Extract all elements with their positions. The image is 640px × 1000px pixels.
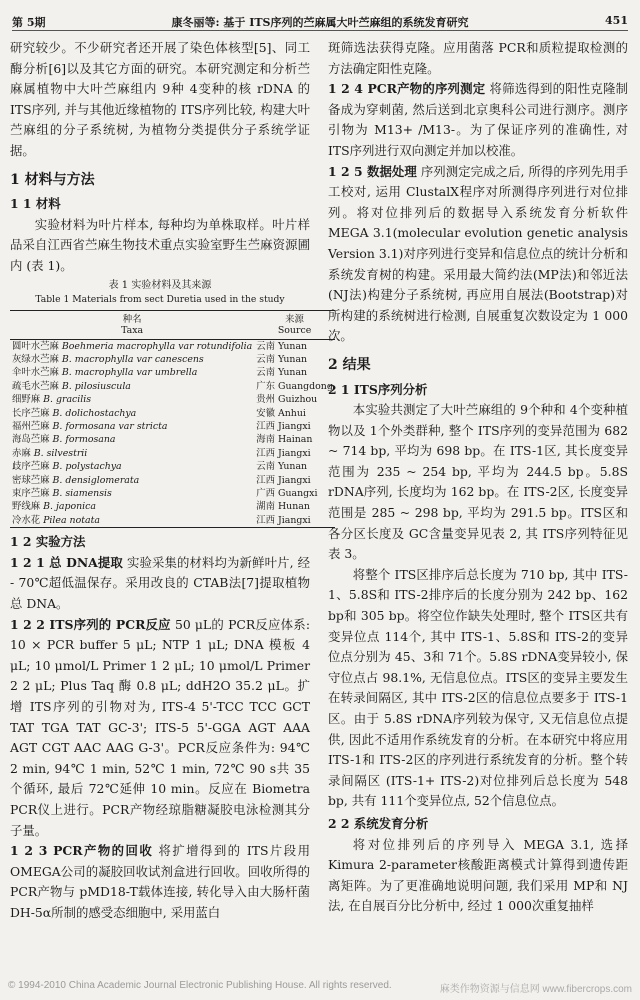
taxon-name-cn: 长序苎麻 bbox=[12, 407, 50, 419]
col-source-cn: 来源 bbox=[285, 313, 304, 325]
table-row bbox=[10, 460, 335, 473]
subsection-heading-methods: 1 2 实验方法 bbox=[10, 534, 86, 550]
method-heading-sequencing: 1 2 4 PCR产物的序列测定 bbox=[328, 81, 486, 97]
col-source-en: Source bbox=[254, 325, 335, 340]
method-heading-recovery: 1 2 3 PCR产物的回收 bbox=[10, 843, 154, 859]
taxon-name-cn: 海岛苎麻 bbox=[12, 434, 50, 446]
source-cell: 江西 Jiangxi bbox=[256, 447, 311, 459]
taxon-cell bbox=[10, 433, 254, 446]
materials-paragraph: 实验材料为叶片样本, 每种均为单株取样。叶片样品采自江西省苎麻生物技术重点实验室野生苎麻资源圃内 (表 1)。 bbox=[10, 216, 310, 273]
source-cell: 广西 Guangxi bbox=[256, 488, 318, 499]
page-footer bbox=[8, 978, 632, 994]
issue-number: 第 5期 bbox=[12, 16, 46, 29]
taxon-cell bbox=[10, 487, 254, 500]
table-row bbox=[10, 514, 335, 528]
method-heading-data: 1 2 5 数据处理 bbox=[328, 163, 417, 179]
source-cell: 贵州 Guizhou bbox=[256, 394, 318, 406]
taxon-name-cn: 伞叶水苎麻 bbox=[12, 367, 59, 379]
table-caption-cn: 表 1 实验材料及其来源 bbox=[108, 279, 212, 291]
source-cell: 江西 Jiangxi bbox=[256, 514, 311, 526]
taxon-name-sci: B. polystachya bbox=[52, 461, 122, 473]
taxon-name-cn: 密球苎麻 bbox=[12, 474, 50, 486]
source-cell: 云南 Yunan bbox=[256, 340, 308, 352]
taxon-cell bbox=[10, 339, 254, 353]
method-text-sequencing: 将筛选得到的阳性克隆制备成为穿刺菌, 然后送到北京奥科公司进行测序。测序引物为 M13+ /M13-。为了保证序列的准确性, 对 ITS序列进行双向测定并加以校准。 bbox=[328, 81, 628, 158]
source-cell: 江西 Jiangxi bbox=[256, 420, 311, 432]
taxon-cell bbox=[10, 366, 254, 379]
source-cell: 广东 Guangdong bbox=[256, 380, 333, 392]
taxon-name-sci: B. siamensis bbox=[52, 488, 112, 499]
source-cell: 云南 Yunan bbox=[256, 367, 308, 379]
table-row bbox=[10, 487, 335, 500]
taxon-cell bbox=[10, 514, 254, 528]
taxon-name-cn: 灰绿水苎麻 bbox=[12, 353, 59, 365]
taxon-cell bbox=[10, 460, 254, 473]
taxon-name-cn: 冷水花 bbox=[12, 514, 41, 526]
table-row bbox=[10, 407, 335, 420]
copyright-line: © 1994-2010 China Academic Journal Electronic Publishing House. All rights reserved. bbox=[8, 980, 392, 991]
taxon-cell bbox=[10, 474, 254, 487]
taxon-name-sci: B. formosana bbox=[52, 434, 116, 446]
method-text-pcr: 50 μL的 PCR反应体系: 10 × PCR buffer 5 μL; NTP 1 μL; DNA 模板 4 μL; 10 μmol/L Primer 1 2 μL; 10 μmol/L Primer 2 2 μL; Plus Taq 酶 0.8 μL; ddH2O 35.2 μL。扩增 ITS序列的引物对为, ITS-4 5'-TCC TCC GCT TAT TGA TAT GC-3'; ITS-5 5'-GGA AGT AAA AGT CGT AAC AAG G-3'。PCR反应条件为: 94℃ 2 min, 94℃ 1 min, 52℃ 1 min, 72℃ 90 s共 35个循环, 最后 72℃延伸 10 min。反应在 Biometra PCR仪上进行。PCR产物经琼脂糖凝胶电泳检测其分子量。 bbox=[10, 616, 310, 838]
col-taxa-cn: 种名 bbox=[122, 313, 142, 325]
taxon-name-cn: 束序苎麻 bbox=[12, 488, 50, 499]
source-cell: 江西 Jiangxi bbox=[256, 474, 311, 486]
section-heading-results: 2 结果 bbox=[328, 356, 371, 373]
taxon-name-sci: Boehmeria macrophylla var rotundifolia bbox=[61, 340, 253, 352]
taxon-name-sci: Pilea notata bbox=[43, 514, 100, 526]
taxon-name-sci: B. formosana var stricta bbox=[52, 420, 168, 432]
taxon-cell bbox=[10, 407, 254, 420]
table-row bbox=[10, 380, 335, 393]
taxon-name-cn: 细野麻 bbox=[12, 394, 41, 406]
taxon-name-cn: 圆叶水苎麻 bbox=[12, 340, 59, 352]
running-header bbox=[12, 8, 628, 31]
taxon-name-cn: 歧序苎麻 bbox=[12, 461, 50, 473]
table-row bbox=[10, 447, 335, 460]
taxon-cell bbox=[10, 420, 254, 433]
taxon-cell bbox=[10, 500, 254, 513]
source-cell: 湖南 Hunan bbox=[256, 501, 310, 513]
table-row bbox=[10, 353, 335, 366]
taxon-name-sci: B. japonica bbox=[43, 501, 96, 513]
section-heading-materials-methods: 1 材料与方法 bbox=[10, 171, 95, 188]
taxon-name-sci: B. gracilis bbox=[43, 394, 92, 406]
right-column bbox=[328, 38, 628, 970]
method-text-recovery: 将扩增得到的 ITS片段用 OMEGA公司的凝胶回收试剂盒进行回收。回收所得的 PCR产物与 pMD18-T载体连接, 转化导入由大肠杆菌 DH-5α所制的感受态细胞中, 采用蓝白 bbox=[10, 843, 310, 920]
taxon-name-sci: B. macrophylla var umbrella bbox=[61, 367, 198, 379]
table-row bbox=[10, 420, 335, 433]
table-row bbox=[10, 433, 335, 446]
method-text-data: 序列测定完成之后, 所得的序列先用手工校对, 运用 ClustalX程序对所测得序列进行对位排列。将对位排列后的数据导入系统发育分析软件 MEGA 3.1(molecular evolution genetic analysis Version 3.1)对序列进行变异和信息位点的统计分析和系统发育树的构建。采用最大简约法(MP法)和邻近法(NJ法)构建分子系统树, 再应用自展法(Bootstrap)对所构建的系统树进行检测, 自展重复次数设定为 1 000次。 bbox=[328, 163, 628, 344]
taxon-name-sci: B. silvestrii bbox=[33, 447, 88, 459]
taxon-name-cn: 疏毛水苎麻 bbox=[12, 380, 59, 392]
table-caption-en: Table 1 Materials from sect Duretia used in the study bbox=[35, 293, 285, 305]
results-paragraph-3: 将对位排列后的序列导入 MEGA 3.1, 选择 Kimura 2-parameter核酸距离模式计算得到遗传距离矩阵。为了更准确地说明问题, 我们采用 MP和 NJ法, 在自展百分比分析中, 经过 1 000次重复抽样 bbox=[328, 836, 628, 914]
source-cell: 云南 Yunan bbox=[256, 461, 308, 473]
source-cell: 海南 Hainan bbox=[256, 434, 313, 446]
subsection-heading-its: 2 1 ITS序列分析 bbox=[328, 381, 428, 397]
table-row bbox=[10, 393, 335, 406]
left-column bbox=[10, 38, 333, 970]
source-cell: 云南 Yunan bbox=[256, 353, 308, 365]
running-title: 康冬丽等: 基于 ITS序列的苎麻属大叶苎麻组的系统发育研究 bbox=[171, 16, 469, 29]
intro-paragraph: 研究较少。不少研究者还开展了染色体核型[5]、同工酶分析[6]以及其它方面的研究。本研究测定和分析苎麻属植物中大叶苎麻组内 9种 4变种的核 rDNA 的 ITS序列, 并与其他近缘植物的 ITS序列比较, 构建大叶苎麻组的分子系统树, 为植物分类提供分子系统学证据。 bbox=[10, 40, 310, 158]
page-number: 451 bbox=[605, 14, 628, 27]
method-heading-pcr: 1 2 2 ITS序列的 PCR反应 bbox=[10, 616, 171, 632]
taxon-cell bbox=[10, 393, 254, 406]
table-row bbox=[10, 474, 335, 487]
table-row bbox=[10, 366, 335, 379]
taxon-name-sci: B. densiglomerata bbox=[52, 474, 140, 486]
taxon-cell bbox=[10, 447, 254, 460]
subsection-heading-phylogeny: 2 2 系统发育分析 bbox=[328, 815, 429, 831]
taxon-name-cn: 赤麻 bbox=[12, 447, 31, 459]
taxon-name-sci: B. pilosiuscula bbox=[61, 380, 131, 392]
taxon-name-cn: 福州苎麻 bbox=[12, 420, 50, 432]
taxon-name-cn: 野线麻 bbox=[12, 501, 41, 513]
results-paragraph-2: 将整个 ITS区排序后总长度为 710 bp, 其中 ITS-1、5.8S和 ITS-2排序后的长度分别为 242 bp、162 bp和 305 bp。将空位作缺失处理时, 整个 ITS区共有变异位点 114个, 其中 ITS-1、5.8S和 ITS-2的变异位点分别为 45、3和 71个。5.8S rDNA变异较小, 保守位点占 98.1%, 无信息位点。ITS区的变异主要发生在转录间隔区, 其中 ITS-2区的信息位点要多于 ITS-1区。由于 5.8S rDNA序列较为保守, 又无信息位点提供, 因此不适用作系统发育的分析。在本研究中将应用 ITS-1和 ITS-2区的序列进行系统发育的分析。整个转录间隔区 (ITS-1+ ITS-2)对位排列后总长度为 548 bp, 共有 111个变异位点, 52个信息位点。 bbox=[328, 566, 628, 809]
taxon-name-sci: B. macrophylla var canescens bbox=[61, 353, 204, 365]
materials-table bbox=[10, 310, 335, 529]
results-paragraph-1: 本实验共测定了大叶苎麻组的 9个种和 4个变种植物以及 1个外类群种, 整个 ITS序列的变异范围为 682 ~ 714 bp, 平均为 698 bp。在 ITS-1区, 其长度变异范围为 235 ~ 254 bp, 平均为 244.5 bp。5.8S rDNA序列, 长度均为 162 bp。在 ITS-2区, 长度变异范围是 285 ~ 298 bp, 平均为 291.5 bp。ITS区和各分区长度及 GC含量变异见表 2, 其 ITS序列特征见表 3。 bbox=[328, 402, 628, 562]
watermark-text: 麻类作物资源与信息网 www.fibercrops.com bbox=[439, 984, 632, 995]
method-text-dna: 实验采集的材料均为新鲜叶片, 经 - 70℃超低温保存。采用改良的 CTAB法[7]提取植物总 DNA。 bbox=[10, 554, 310, 611]
source-cell: 安徽 Anhui bbox=[256, 407, 306, 419]
table-row bbox=[10, 500, 335, 513]
subsection-heading-materials: 1 1 材料 bbox=[10, 196, 61, 212]
taxon-cell bbox=[10, 380, 254, 393]
taxon-name-sci: B. dolichostachya bbox=[52, 407, 137, 419]
method-heading-dna: 1 2 1 总 DNA提取 bbox=[10, 554, 123, 570]
taxon-cell bbox=[10, 353, 254, 366]
table-row bbox=[10, 339, 335, 353]
col-taxa-en: Taxa bbox=[10, 325, 254, 340]
continued-paragraph: 斑筛选法获得克隆。应用菌落 PCR和质粒提取检测的方法确定阳性克隆。 bbox=[328, 40, 628, 76]
